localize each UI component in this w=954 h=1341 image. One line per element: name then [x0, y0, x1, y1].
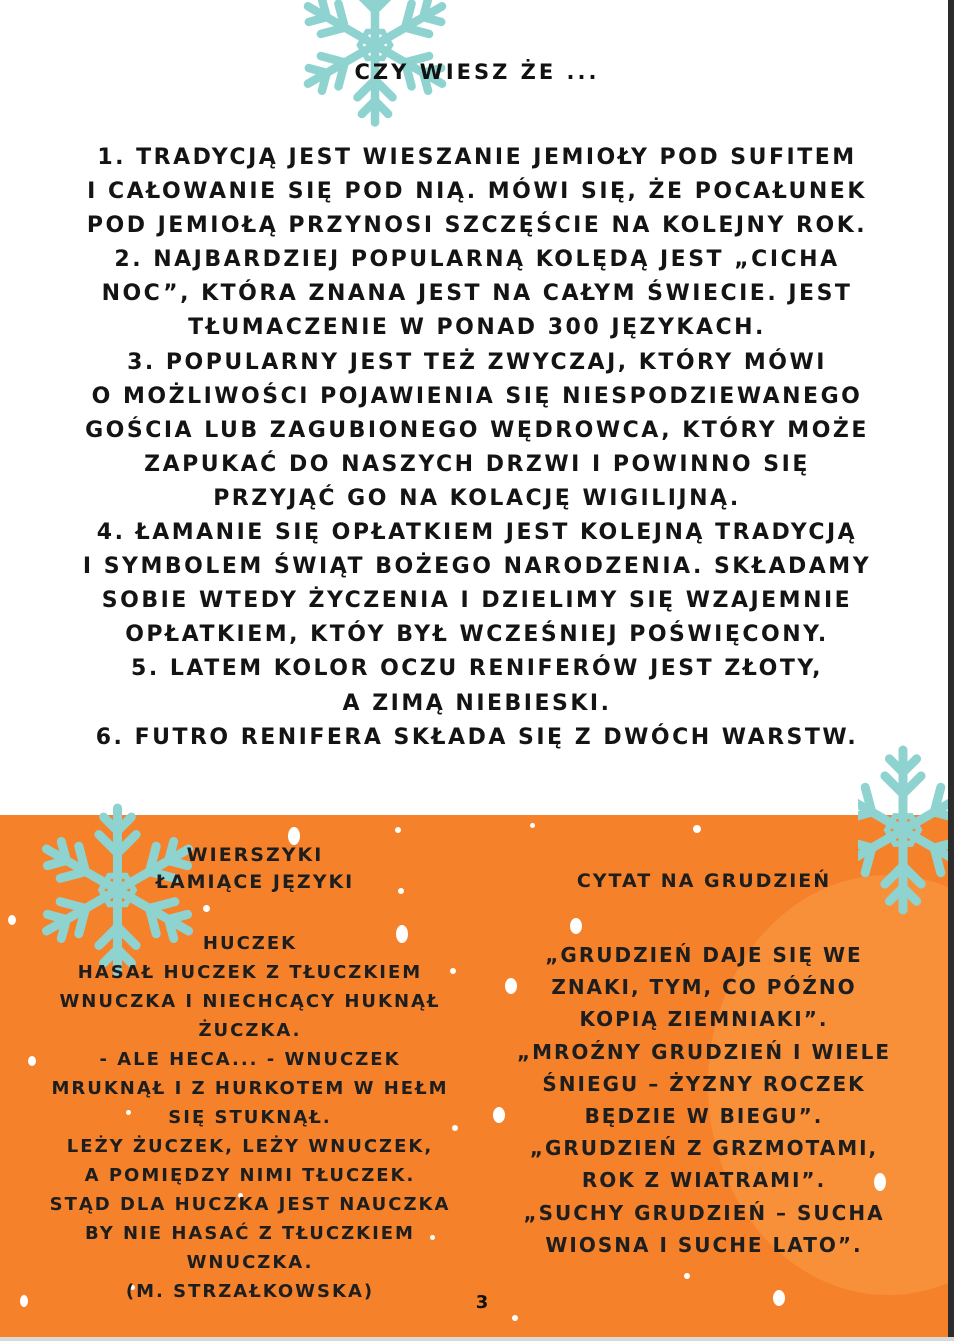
poem-line: MRUKNĄŁ I Z HURKOTEM W HEŁM [51, 1078, 449, 1099]
page-title: CZY WIESZ ŻE ... [354, 60, 600, 84]
fact-line: NOC”, KTÓRA ZNANA JEST NA CAŁYM ŚWIECIE. JEST [101, 281, 853, 307]
quote-line: BĘDZIE W BIEGU”. [584, 1104, 824, 1129]
snow-dot [773, 1290, 785, 1306]
quote-line: ZNAKI, TYM, CO PÓŹNO [551, 975, 857, 1000]
poem-line: BY NIE HASAĆ Z TŁUCZKIEM [85, 1223, 415, 1244]
fact-line: TŁUMACZENIE W PONAD 300 JĘZYKACH. [188, 315, 766, 341]
poem-line: - ALE HECA... - WNUCZEK [99, 1049, 401, 1070]
fact-line: 4. ŁAMANIE SIĘ OPŁATKIEM JEST KOLEJNĄ TRADYCJĄ [96, 520, 858, 546]
page-edge [948, 0, 954, 1341]
quote-line: KOPIĄ ZIEMNIAKI”. [579, 1007, 829, 1032]
fact-line: ZAPUKAĆ DO NASZYCH DRZWI I POWINNO SIĘ [144, 451, 810, 477]
fact-line: POD JEMIOŁĄ PRZYNOSI SZCZĘŚCIE NA KOLEJNY ROK. [86, 213, 868, 239]
fact-line: O MOŻLIWOŚCI POJAWIENIA SIĘ NIESPODZIEWANEGO [91, 383, 863, 409]
snow-dot [395, 827, 401, 833]
poem-line: HASAŁ HUCZEK Z TŁUCZKIEM [77, 962, 423, 983]
tongue-twister-poem [30, 929, 470, 1306]
poem-line: WNUCZKA. [186, 1252, 314, 1273]
fact-line: 2. NAJBARDZIEJ POPULARNĄ KOLĘDĄ JEST „CICHA [114, 247, 840, 273]
fact-line: 3. POPULARNY JEST TEŻ ZWYCZAJ, KTÓRY MÓWI [127, 349, 827, 375]
snowflake-icon [858, 740, 948, 920]
fact-line: GOŚCIA LUB ZAGUBIONEGO WĘDROWCA, KTÓRY MOŻE [85, 417, 869, 443]
fact-line: 5. LATEM KOLOR OCZU RENIFERÓW JEST ZŁOTY, [131, 656, 823, 682]
snow-dot [512, 1315, 518, 1321]
quote-line: „SUCHY GRUDZIEŃ – SUCHA [523, 1200, 885, 1225]
poem-line: SIĘ STUKNĄŁ. [168, 1107, 332, 1128]
page-number: 3 [475, 1292, 489, 1313]
snow-dot [693, 825, 701, 833]
fact-line: 6. FUTRO RENIFERA SKŁADA SIĘ Z DWÓCH WARSTW. [95, 724, 859, 750]
fact-line: OPŁATKIEM, KTÓY BYŁ WCZEŚNIEJ POŚWIĘCONY. [125, 622, 829, 648]
fact-line: SOBIE WTEDY ŻYCZENIA I DZIELIMY SIĘ WZAJEMNIE [101, 588, 853, 614]
quote-line: „GRUDZIEŃ Z GRZMOTAMI, [529, 1136, 879, 1161]
quote-line: WIOSNA I SUCHE LATO”. [545, 1232, 863, 1257]
quote-line: ROK Z WIATRAMI”. [581, 1168, 827, 1193]
poem-line: STĄD DLA HUCZKA JEST NAUCZKA [49, 1194, 451, 1215]
snow-dot [8, 915, 16, 925]
poem-author: (M. STRZAŁKOWSKA) [125, 1281, 375, 1302]
left-heading-line: ŁAMIĄCE JĘZYKI [155, 871, 355, 893]
left-heading-line: WIERSZYKI [186, 844, 324, 866]
fact-line: I CAŁOWANIE SIĘ POD NIĄ. MÓWI SIĘ, ŻE POCAŁUNEK [87, 179, 867, 205]
left-heading [130, 842, 380, 896]
poem-line: LEŻY ŻUCZEK, LEŻY WNUCZEK, [66, 1136, 434, 1157]
snow-dot [570, 918, 582, 934]
right-heading: CYTAT NA GRUDZIEŃ [576, 870, 832, 892]
poem-line: ŻUCZKA. [198, 1020, 302, 1041]
fact-line: A ZIMĄ NIEBIESKI. [342, 690, 612, 716]
snow-dot [684, 1273, 690, 1279]
quote-line: ŚNIEGU – ŻYZNY ROCZEK [542, 1071, 866, 1096]
fact-line: I SYMBOLEM ŚWIĄT BOŻEGO NARODZENIA. SKŁADAMY [82, 554, 872, 580]
poem-line: HUCZEK [202, 933, 298, 954]
quote-line: „MROŹNY GRUDZIEŃ I WIELE [516, 1039, 892, 1064]
snow-dot [20, 1295, 28, 1307]
page-edge [0, 1337, 954, 1341]
quote-line: „GRUDZIEŃ DAJE SIĘ WE [545, 943, 863, 967]
fact-line: 1. TRADYCJĄ JEST WIESZANIE JEMIOŁY POD SUFITEM [97, 145, 857, 170]
fact-line: PRZYJĄĆ GO NA KOLACJĘ WIGILIJNĄ. [213, 485, 741, 511]
december-quotes [500, 939, 908, 1261]
snow-dot [530, 823, 535, 828]
poem-line: WNUCZKA I NIECHCĄCY HUKNĄŁ [59, 991, 441, 1012]
snow-dot [398, 888, 404, 894]
facts-text [40, 141, 914, 755]
poem-line: A POMIĘDZY NIMI TŁUCZEK. [84, 1165, 416, 1186]
